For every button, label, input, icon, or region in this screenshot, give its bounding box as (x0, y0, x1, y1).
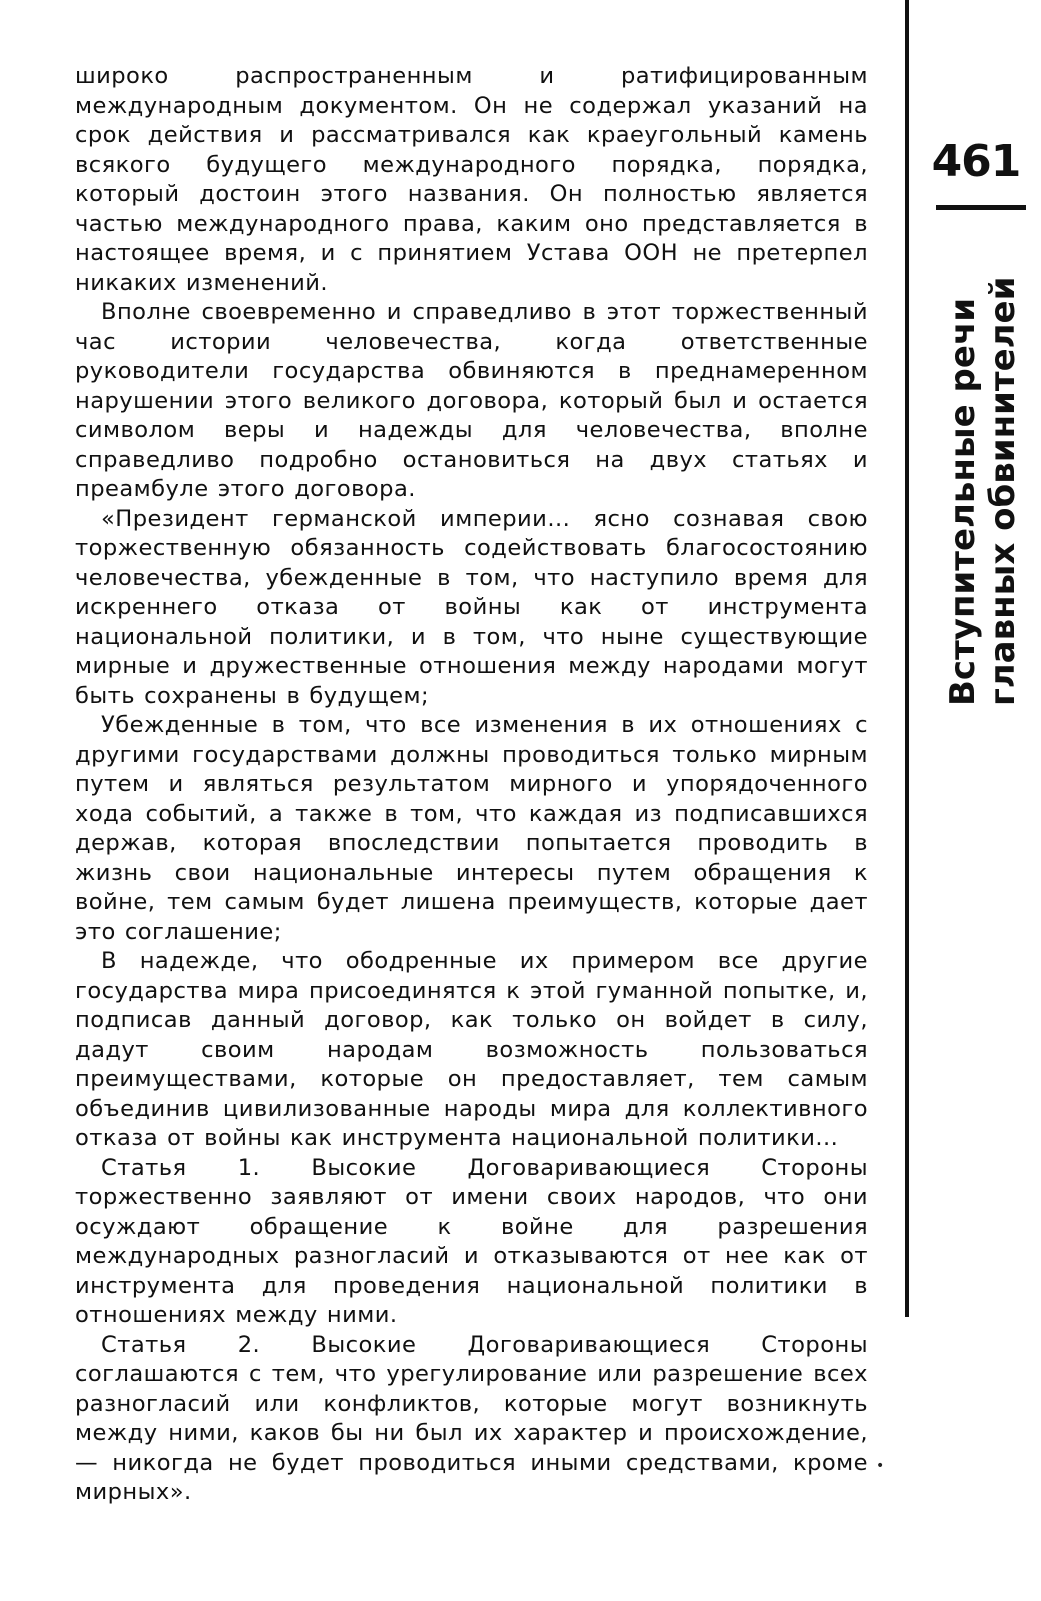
paragraph-article-1: Статья 1. Высокие Договаривающиеся Стороны торжественно заявляют от имени своих народов, что они осуждают обращение к войне для разрешения международных разногласий и отказываются от нее как от инструмента для проведения национальной политики в отношениях между ними. (75, 1154, 868, 1328)
print-mark: • (876, 1458, 885, 1474)
paragraph-continuation: широко распространенным и ратифицированным международным документом. Он не содержал указаний на срок действия и рассматривался как краеугольный камень всякого будущего международного порядка, порядка, который достоин этого названия. Он полностью является частью международного права, каким оно представляется в настоящее время, и с принятием Устава ООН не претерпел никаких изменений. (75, 63, 868, 296)
margin-vertical-rule (905, 0, 909, 1317)
paragraph-article-2: Статья 2. Высокие Договаривающиеся Стороны соглашаются с тем, что урегулирование или разрешение всех разногласий или конфликтов, которые могут возникнуть между ними, каков бы ни был их характер и происхождение, — никогда не будет проводиться иными средствами, кроме мирных». (75, 1331, 868, 1505)
running-head-line-2: главных обвинителей (983, 276, 1023, 706)
paragraph: Вполне своевременно и справедливо в этот торжественный час истории человечества, когда ответственные руководители государства обвиняются в преднамеренном нарушении этого великого договора, который был и остается символом веры и надежды для человечества, вполне справедливо подробно остановиться на двух статьях и преамбуле этого договора. (75, 299, 868, 502)
running-head-line-1: Вступительные речи (943, 297, 983, 706)
body-text (75, 62, 868, 1508)
paragraph-quote: Убежденные в том, что все изменения в их отношениях с другими государствами должны проводиться только мирным путем и являться результатом мирного и упорядоченного хода событий, а также в том, что каждая из подписавшихся держав, которая впоследствии попытается проводить в жизнь свои национальные интересы путем обращения к войне, тем самым будет лишена преимуществ, которые дает это соглашение; (75, 712, 868, 945)
paragraph-quote: В надежде, что ободренные их примером все другие государства мира присоединятся к этой гуманной попытке, и, подписав данный договор, как только он войдет в силу, дадут своим народам возможность пользоваться преимуществами, которые он предоставляет, тем самым объединив цивилизованные народы мира для коллективного отказа от войны как инструмента национальной политики... (75, 948, 868, 1151)
page-number: 461 (931, 136, 1021, 187)
paragraph-quote-preamble: «Президент германской империи... ясно сознавая свою торжественную обязанность содействовать благосостоянию человечества, убежденные в том, что наступило время для искреннего отказа от войны как от инструмента национальной политики, и в том, что ныне существующие мирные и дружественные отношения между народами могут быть сохранены в будущем; (75, 505, 868, 709)
running-head (945, 222, 1035, 712)
page-number-underline (936, 205, 1026, 210)
